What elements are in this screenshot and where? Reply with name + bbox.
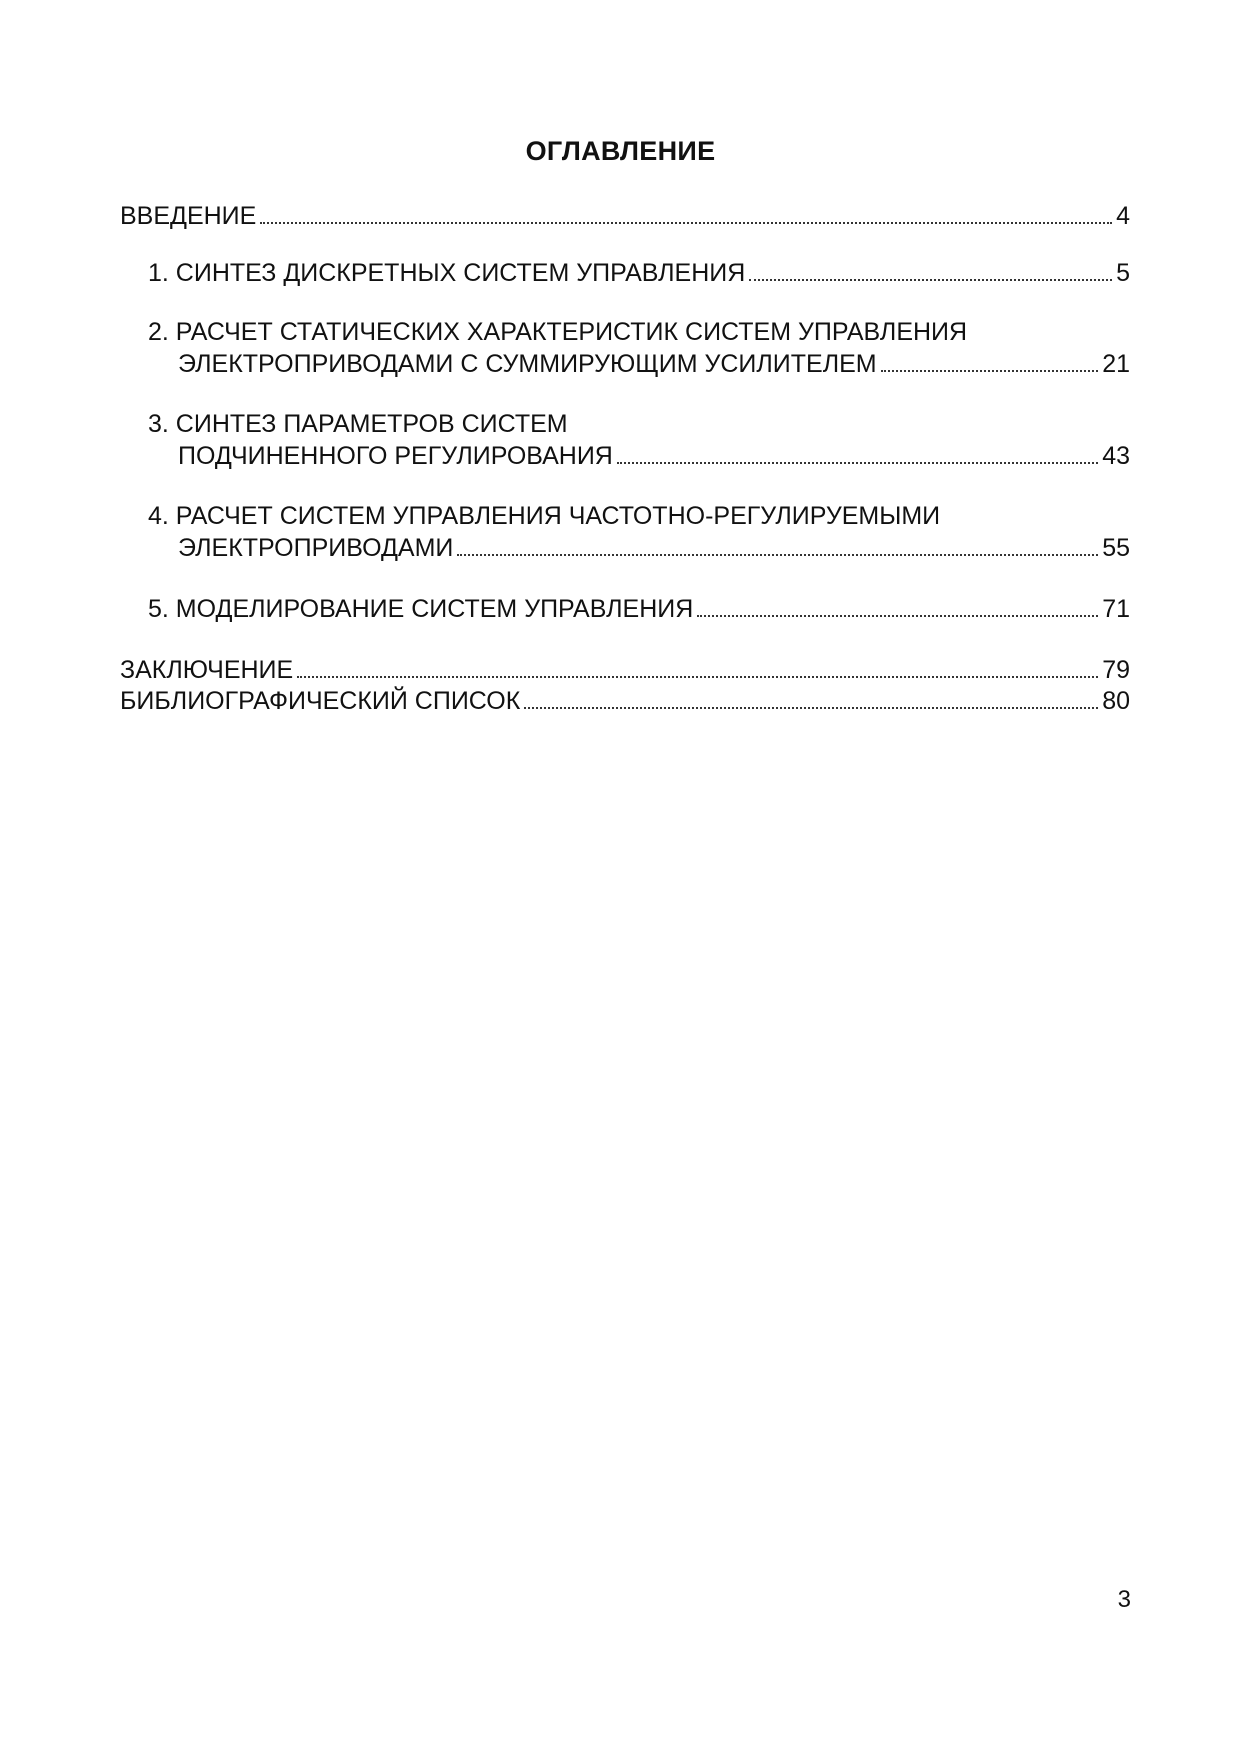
toc-entry-label: ВВЕДЕНИЕ (120, 202, 257, 230)
toc-entry-label: РАСЧЕТ СТАТИЧЕСКИХ ХАРАКТЕРИСТИК СИСТЕМ УПРАВЛЕНИЯ (175, 318, 968, 346)
toc-entry-page: 79 (1102, 656, 1130, 684)
toc-entry-label: ЭЛЕКТРОПРИВОДАМИ С СУММИРУЮЩИМ УСИЛИТЕЛЕМ (178, 350, 877, 378)
toc-entry-label: ЭЛЕКТРОПРИВОДАМИ (178, 534, 454, 562)
chapter-number: 5. (148, 595, 176, 623)
dot-leader (524, 707, 1098, 709)
page-number: 3 (1117, 1586, 1131, 1613)
toc-entry-chapter-3-line-2[interactable] (178, 440, 1130, 472)
toc-entry-intro[interactable] (120, 200, 1130, 232)
chapter-number: 2. (148, 318, 176, 346)
dot-leader (617, 462, 1098, 464)
toc-entry-label: ЗАКЛЮЧЕНИЕ (120, 656, 294, 684)
dot-leader (297, 676, 1098, 678)
toc-entry-label: СИНТЕЗ ДИСКРЕТНЫХ СИСТЕМ УПРАВЛЕНИЯ (175, 259, 746, 287)
toc-entry-chapter-5[interactable] (148, 593, 1130, 625)
chapter-number: 3. (148, 410, 176, 438)
toc-entry-page: 43 (1102, 442, 1130, 470)
toc-entry-label: ПОДЧИНЕННОГО РЕГУЛИРОВАНИЯ (178, 442, 613, 470)
toc-entry-chapter-4-line-2[interactable] (178, 532, 1130, 564)
toc-entry-label: РАСЧЕТ СИСТЕМ УПРАВЛЕНИЯ ЧАСТОТНО-РЕГУЛИРУЕМЫМИ (175, 502, 941, 530)
toc-entry-label: МОДЕЛИРОВАНИЕ СИСТЕМ УПРАВЛЕНИЯ (175, 595, 694, 623)
toc-entry-label: СИНТЕЗ ПАРАМЕТРОВ СИСТЕМ (175, 410, 568, 438)
toc-entry-chapter-1[interactable] (148, 257, 1130, 289)
chapter-number: 1. (148, 259, 176, 287)
toc-entry-chapter-3-line-1[interactable] (148, 408, 568, 440)
toc-heading: ОГЛАВЛЕНИЕ (525, 136, 716, 166)
chapter-number: 4. (148, 502, 176, 530)
toc-entry-page: 4 (1116, 202, 1130, 230)
toc-entry-chapter-2-line-2[interactable] (178, 348, 1130, 380)
dot-leader (457, 554, 1098, 556)
dot-leader (749, 279, 1112, 281)
toc-entry-page: 80 (1102, 687, 1130, 715)
toc-entry-chapter-4-line-1[interactable] (148, 500, 940, 532)
dot-leader (260, 222, 1112, 224)
dot-leader (697, 615, 1098, 617)
toc-entry-page: 71 (1102, 595, 1130, 623)
toc-entry-page: 55 (1102, 534, 1130, 562)
toc-entry-conclusion[interactable] (120, 654, 1130, 686)
toc-entry-page: 5 (1116, 259, 1130, 287)
toc-entry-bibliography[interactable] (120, 685, 1130, 717)
toc-entry-label: БИБЛИОГРАФИЧЕСКИЙ СПИСОК (120, 687, 521, 715)
dot-leader (881, 370, 1099, 372)
toc-entry-page: 21 (1102, 350, 1130, 378)
toc-entry-chapter-2-line-1[interactable] (148, 316, 967, 348)
